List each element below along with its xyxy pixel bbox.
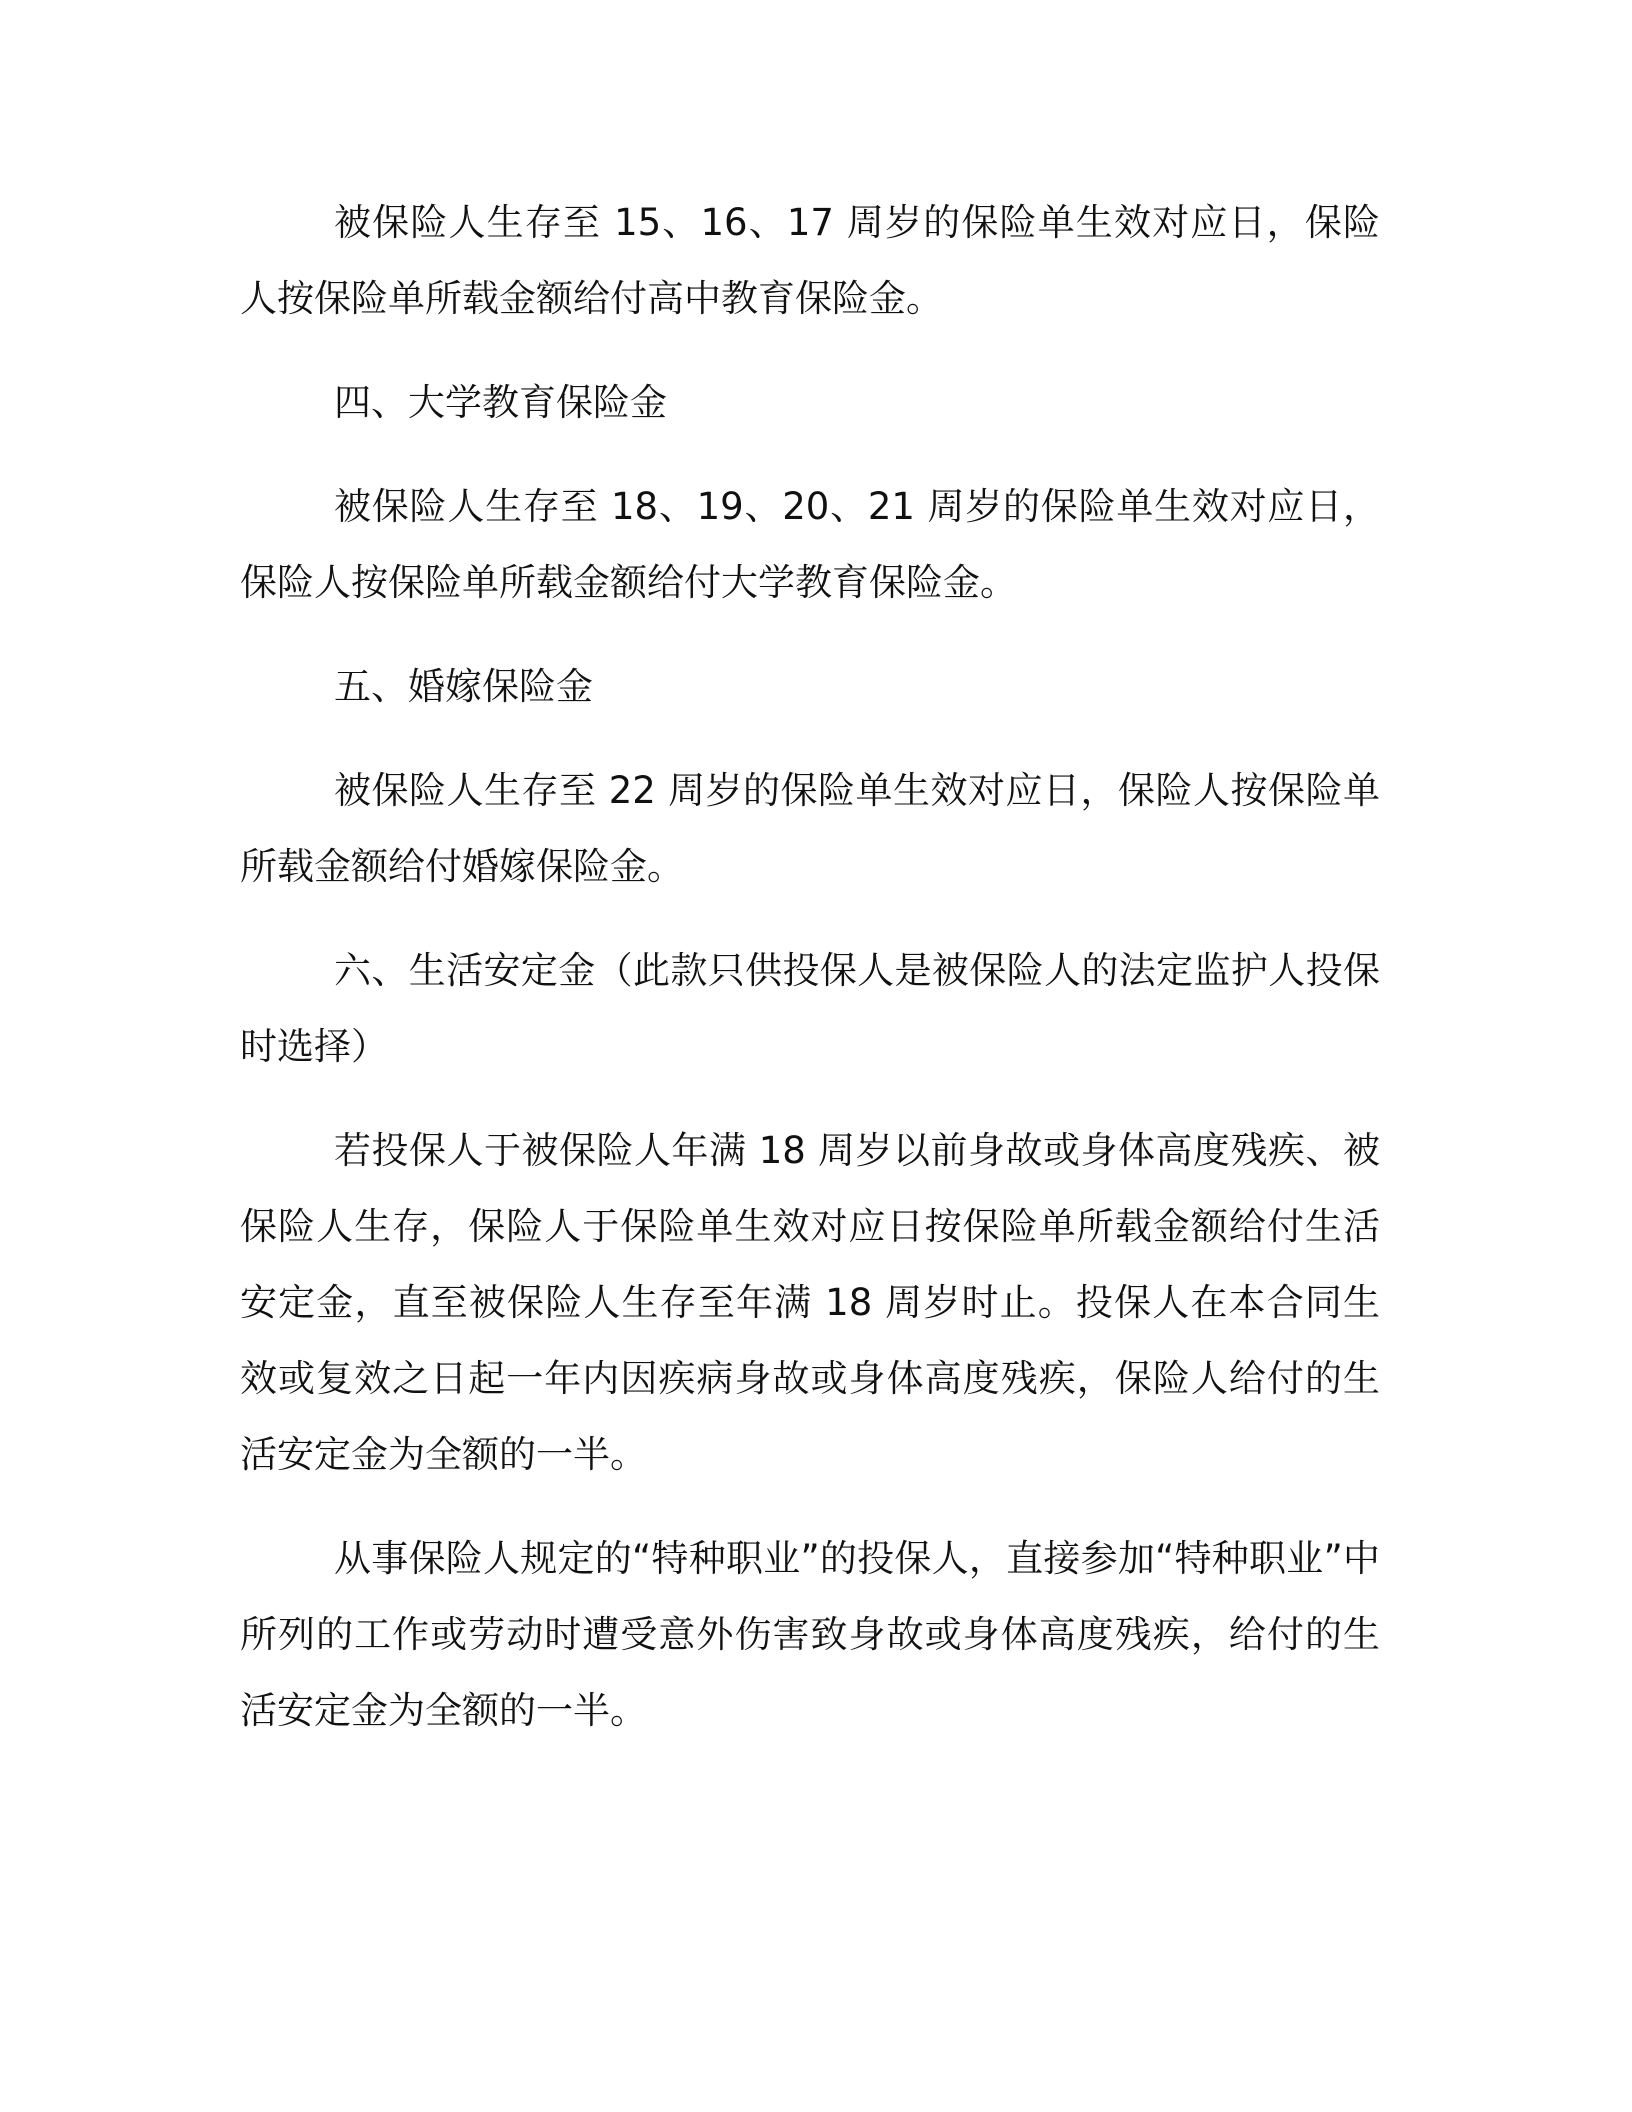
paragraph-special-occupation: 从事保险人规定的“特种职业”的投保人，直接参加“特种职业”中所列的工作或劳动时遭受意外伤害致身故或身体高度残疾，给付的生活安定金为全额的一半。 <box>240 1537 1380 1732</box>
paragraph-university-benefit: 被保险人生存至 18、19、20、21 周岁的保险单生效对应日，保险人按保险单所载金额给付大学教育保险金。 <box>240 485 1380 604</box>
heading-marriage-benefit: 五、婚嫁保险金 <box>334 665 593 708</box>
heading-living-allowance: 六、生活安定金（此款只供投保人是被保险人的法定监护人投保时选择） <box>240 949 1380 1068</box>
heading-university-benefit: 四、大学教育保险金 <box>334 381 667 424</box>
paragraph-high-school-benefit: 被保险人生存至 15、16、17 周岁的保险单生效对应日，保险人按保险单所载金额给付高中教育保险金。 <box>240 201 1380 320</box>
paragraph-living-allowance: 若投保人于被保险人年满 18 周岁以前身故或身体高度残疾、被保险人生存，保险人于保险单生效对应日按保险单所载金额给付生活安定金，直至被保险人生存至年满 18 周岁时止。投保人在本合同生效或复效之日起一年内因疾病身故或身体高度残疾，保险人给付的生活安定金为全额的一半。 <box>240 1129 1380 1476</box>
paragraph-marriage-benefit: 被保险人生存至 22 周岁的保险单生效对应日，保险人按保险单所载金额给付婚嫁保险金。 <box>240 769 1380 888</box>
document-body <box>240 185 1380 1777</box>
